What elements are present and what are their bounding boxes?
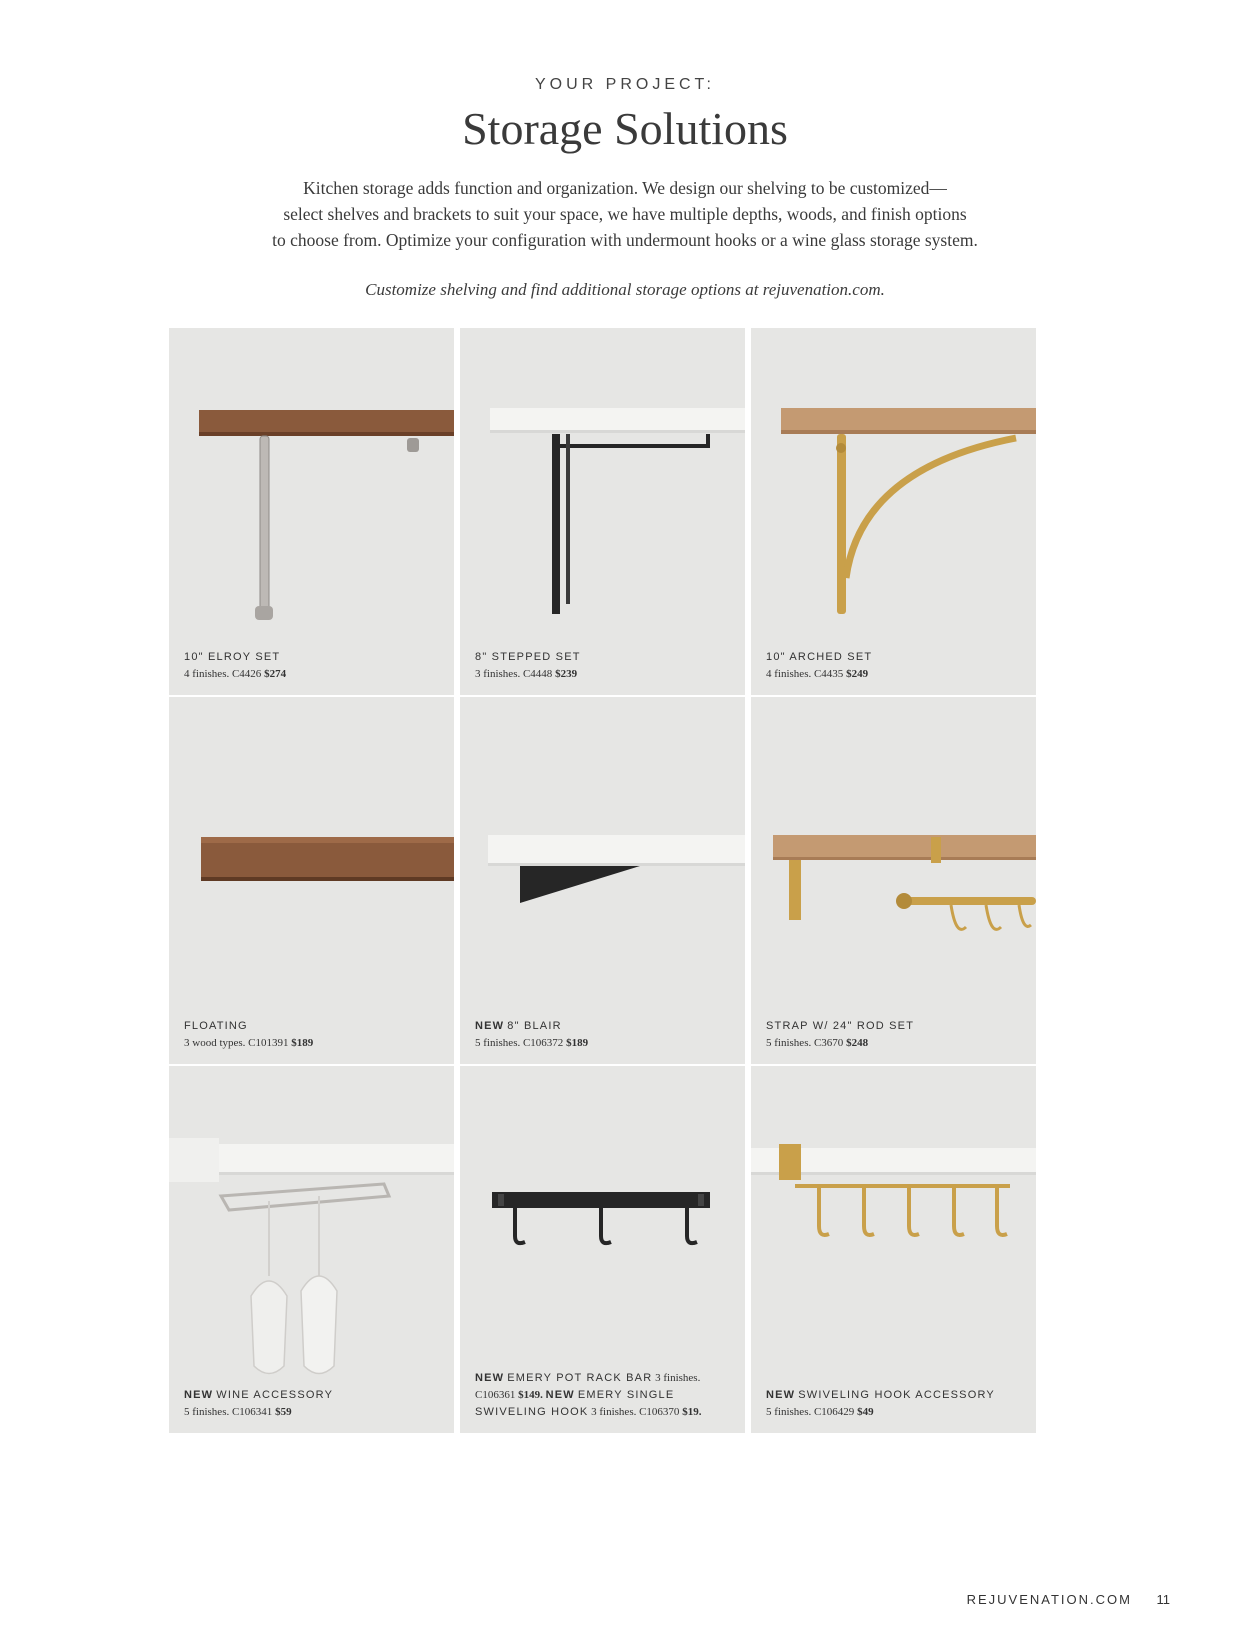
product-detail: 4 finishes. C4426 (184, 668, 262, 680)
product-name: 8" BLAIR (507, 1020, 562, 1032)
product-card-swiveling-hook[interactable] (751, 1066, 1036, 1433)
product-price: $248 (846, 1037, 869, 1049)
product-price: $59 (275, 1406, 292, 1418)
product-caption (766, 1018, 1026, 1052)
product-caption (475, 1370, 735, 1421)
product-card-arched-set[interactable] (751, 328, 1036, 695)
product-detail: 5 finishes. C106341 (184, 1406, 273, 1418)
product-caption (475, 649, 735, 683)
product-price: $249 (846, 668, 869, 680)
product-name: WINE ACCESSORY (216, 1389, 334, 1401)
blair-shelf-image (460, 697, 745, 1064)
product-card-emery-pot-rack[interactable] (460, 1066, 745, 1433)
new-badge: NEW (184, 1389, 214, 1401)
product-name: FLOATING (184, 1020, 248, 1032)
product-name: EMERY POT RACK BAR (507, 1372, 653, 1384)
product-detail: 3 wood types. C101391 (184, 1037, 289, 1049)
product-price: $149. (518, 1389, 543, 1401)
intro-line: select shelves and brackets to suit your space, we have multiple depths, woods, and finish options (283, 204, 967, 224)
product-card-blair[interactable] (460, 697, 745, 1064)
product-detail: 5 finishes. C106429 (766, 1406, 855, 1418)
product-detail: 4 finishes. C4435 (766, 668, 844, 680)
product-price: $239 (555, 668, 578, 680)
product-card-wine-accessory[interactable] (169, 1066, 454, 1433)
product-detail: C106361 (475, 1389, 516, 1401)
product-detail: 3 finishes. (655, 1372, 701, 1384)
new-badge: NEW (766, 1389, 796, 1401)
new-badge: NEW (475, 1372, 505, 1384)
product-price: $19. (682, 1406, 702, 1418)
product-name: SWIVELING HOOK (475, 1406, 589, 1418)
product-caption (184, 1387, 444, 1421)
tagline: Customize shelving and find additional storage options at rejuvenation.com. (365, 280, 885, 299)
new-badge: NEW (475, 1020, 505, 1032)
wine-accessory-image (169, 1066, 454, 1433)
floating-shelf-image (169, 697, 454, 1064)
product-card-strap-rod-set[interactable] (751, 697, 1036, 1064)
intro-paragraph (200, 175, 1050, 253)
product-detail: 5 finishes. C106372 (475, 1037, 564, 1049)
product-name: 8" STEPPED SET (475, 651, 581, 663)
product-detail: 5 finishes. C3670 (766, 1037, 844, 1049)
product-name: SWIVELING HOOK ACCESSORY (798, 1389, 995, 1401)
new-badge: NEW (545, 1389, 575, 1401)
footer-website[interactable]: REJUVENATION.COM (966, 1592, 1132, 1607)
elroy-shelf-image (169, 328, 454, 695)
intro-line: to choose from. Optimize your configuration with undermount hooks or a wine glass storage system. (272, 230, 978, 250)
product-caption (766, 649, 1026, 683)
product-caption (184, 1018, 444, 1052)
product-detail: 3 finishes. C4448 (475, 668, 553, 680)
page-title: Storage Solutions (462, 103, 788, 154)
product-name: 10" ELROY SET (184, 651, 281, 663)
product-card-floating[interactable] (169, 697, 454, 1064)
eyebrow-label: YOUR PROJECT: (534, 76, 715, 93)
product-caption (184, 649, 444, 683)
stepped-shelf-image (460, 328, 745, 695)
intro-line: Kitchen storage adds function and organization. We design our shelving to be customized— (303, 178, 947, 198)
product-price: $189 (566, 1037, 589, 1049)
product-name: EMERY SINGLE (577, 1389, 675, 1401)
product-name: 10" ARCHED SET (766, 651, 873, 663)
product-caption (475, 1018, 735, 1052)
arched-shelf-image (751, 328, 1036, 695)
product-price: $49 (857, 1406, 874, 1418)
product-card-elroy-set[interactable] (169, 328, 454, 695)
product-detail: 3 finishes. C106370 (591, 1406, 680, 1418)
product-name: STRAP W/ 24" ROD SET (766, 1020, 915, 1032)
page-number: 11 (1156, 1592, 1170, 1607)
product-card-stepped-set[interactable] (460, 328, 745, 695)
product-price: $274 (264, 668, 287, 680)
swiveling-hook-image (751, 1066, 1036, 1433)
product-caption (766, 1387, 1026, 1421)
product-price: $189 (291, 1037, 314, 1049)
strap-rod-shelf-image (751, 697, 1036, 1064)
